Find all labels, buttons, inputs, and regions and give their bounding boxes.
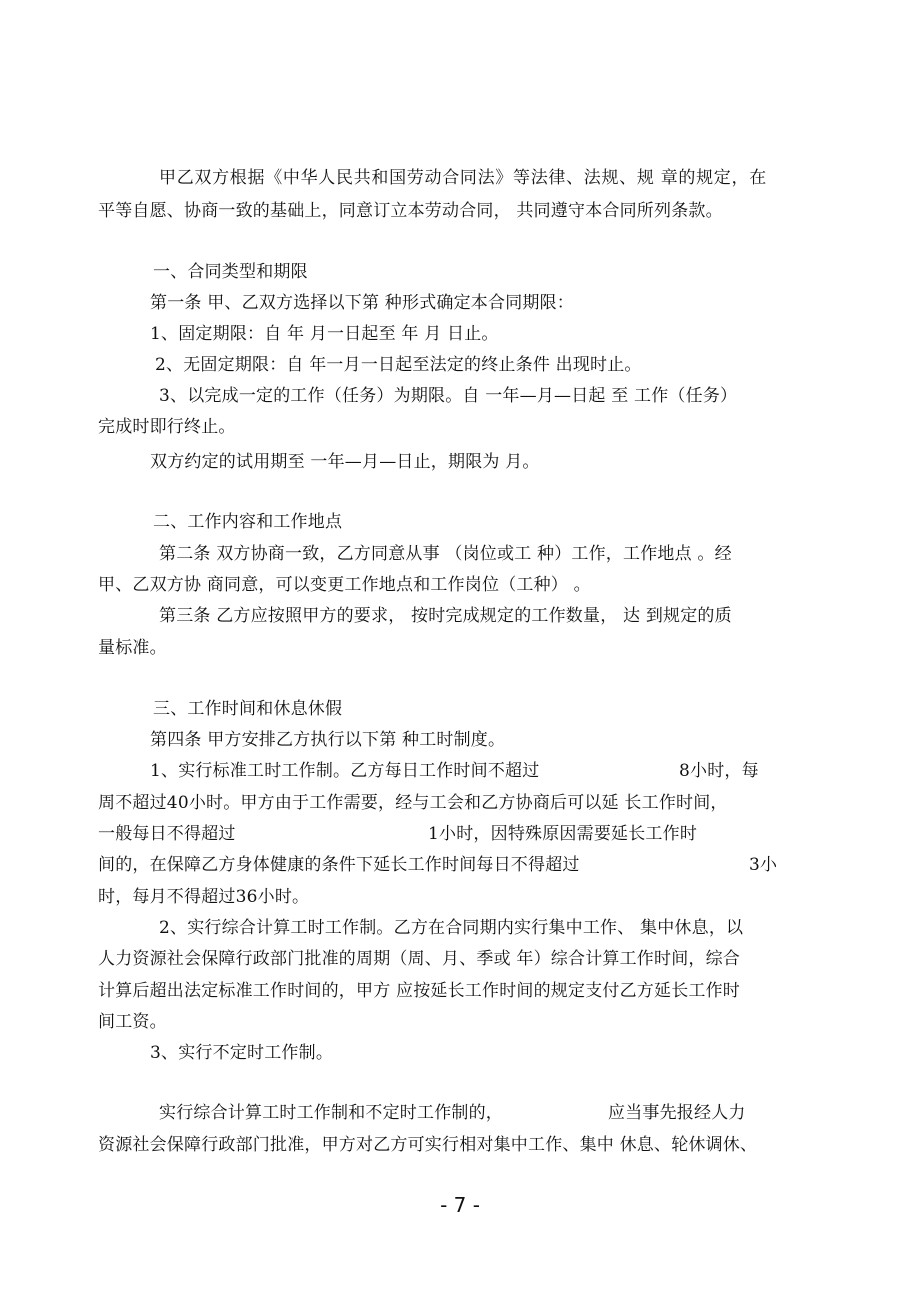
- text-line: 第二条 双方协商一致，乙方同意从事 （岗位或工 种）工作，工作地点 。经: [159, 544, 732, 564]
- text-line: 时，每月不得超过36小时。: [98, 887, 310, 907]
- text-line: 8小时，每: [679, 761, 759, 781]
- text-line: 1、实行标准工时工作制。乙方每日工作时间不超过: [150, 761, 540, 781]
- text-line: 实行综合计算工时工作制和不定时工作制的，: [159, 1103, 503, 1123]
- page-number: - 7 -: [440, 1193, 480, 1217]
- text-line: 间的，在保障乙方身体健康的条件下延长工作时间每日不得超过: [98, 855, 580, 875]
- text-line: 双方约定的试用期至 一年—月—日止，期限为 月。: [150, 452, 540, 472]
- text-line: 资源社会保障行政部门批准，甲方对乙方可实行相对集中工作、集中 休息、轮休调休、: [98, 1135, 758, 1155]
- section-heading: 一、合同类型和期限: [153, 262, 308, 282]
- text-line: 周不超过40小时。甲方由于工作需要，经与工会和乙方协商后可以延 长工作时间，: [98, 793, 728, 813]
- text-line: 1小时，因特殊原因需要延长工作时: [428, 824, 698, 844]
- text-line: 计算后超出法定标准工作时间的，甲方 应按延长工作时间的规定支付乙方延长工作时: [98, 981, 741, 1001]
- text-line: 1、固定期限：自 年 月一日起至 年 月 日止。: [150, 324, 499, 344]
- text-line: 第四条 甲方安排乙方执行以下第 种工时制度。: [150, 730, 506, 750]
- text-line: 第三条 乙方应按照甲方的要求， 按时完成规定的工作数量， 达 到规定的质: [159, 606, 732, 626]
- text-line: 应当事先报经人力: [608, 1103, 746, 1123]
- text-line: 一般每日不得超过: [98, 824, 236, 844]
- text-line: 平等自愿、协商一致的基础上，同意订立本劳动合同， 共同遵守本合同所列条款。: [98, 201, 723, 221]
- text-line: 3、实行不定时工作制。: [150, 1043, 334, 1063]
- text-line: 完成时即行终止。: [98, 417, 236, 437]
- section-heading: 三、工作时间和休息休假: [153, 699, 343, 719]
- text-line: 人力资源社会保障行政部门批准的周期（周、月、季或 年）综合计算工作时间，综合: [98, 949, 741, 969]
- text-line: 量标准。: [98, 638, 167, 658]
- text-line: 3、以完成一定的工作（任务）为期限。自 一年—月—日起 至 工作（任务）: [159, 386, 738, 406]
- text-line: 2、实行综合计算工时工作制。乙方在合同期内实行集中工作、 集中休息，以: [159, 918, 744, 938]
- text-line: 间工资。: [98, 1012, 167, 1032]
- text-line: 甲、乙双方协 商同意，可以变更工作地点和工作岗位（工种） 。: [98, 575, 591, 595]
- section-heading: 二、工作内容和工作地点: [153, 512, 343, 532]
- text-line: 甲乙双方根据《中华人民共和国劳动合同法》等法律、法规、规 章的规定，在: [159, 168, 767, 188]
- text-line: 3小: [749, 855, 778, 875]
- text-line: 第一条 甲、乙双方选择以下第 种形式确定本合同期限：: [150, 293, 575, 313]
- text-line: 2、无固定期限：自 年一月一日起至法定的终止条件 出现时止。: [155, 355, 642, 375]
